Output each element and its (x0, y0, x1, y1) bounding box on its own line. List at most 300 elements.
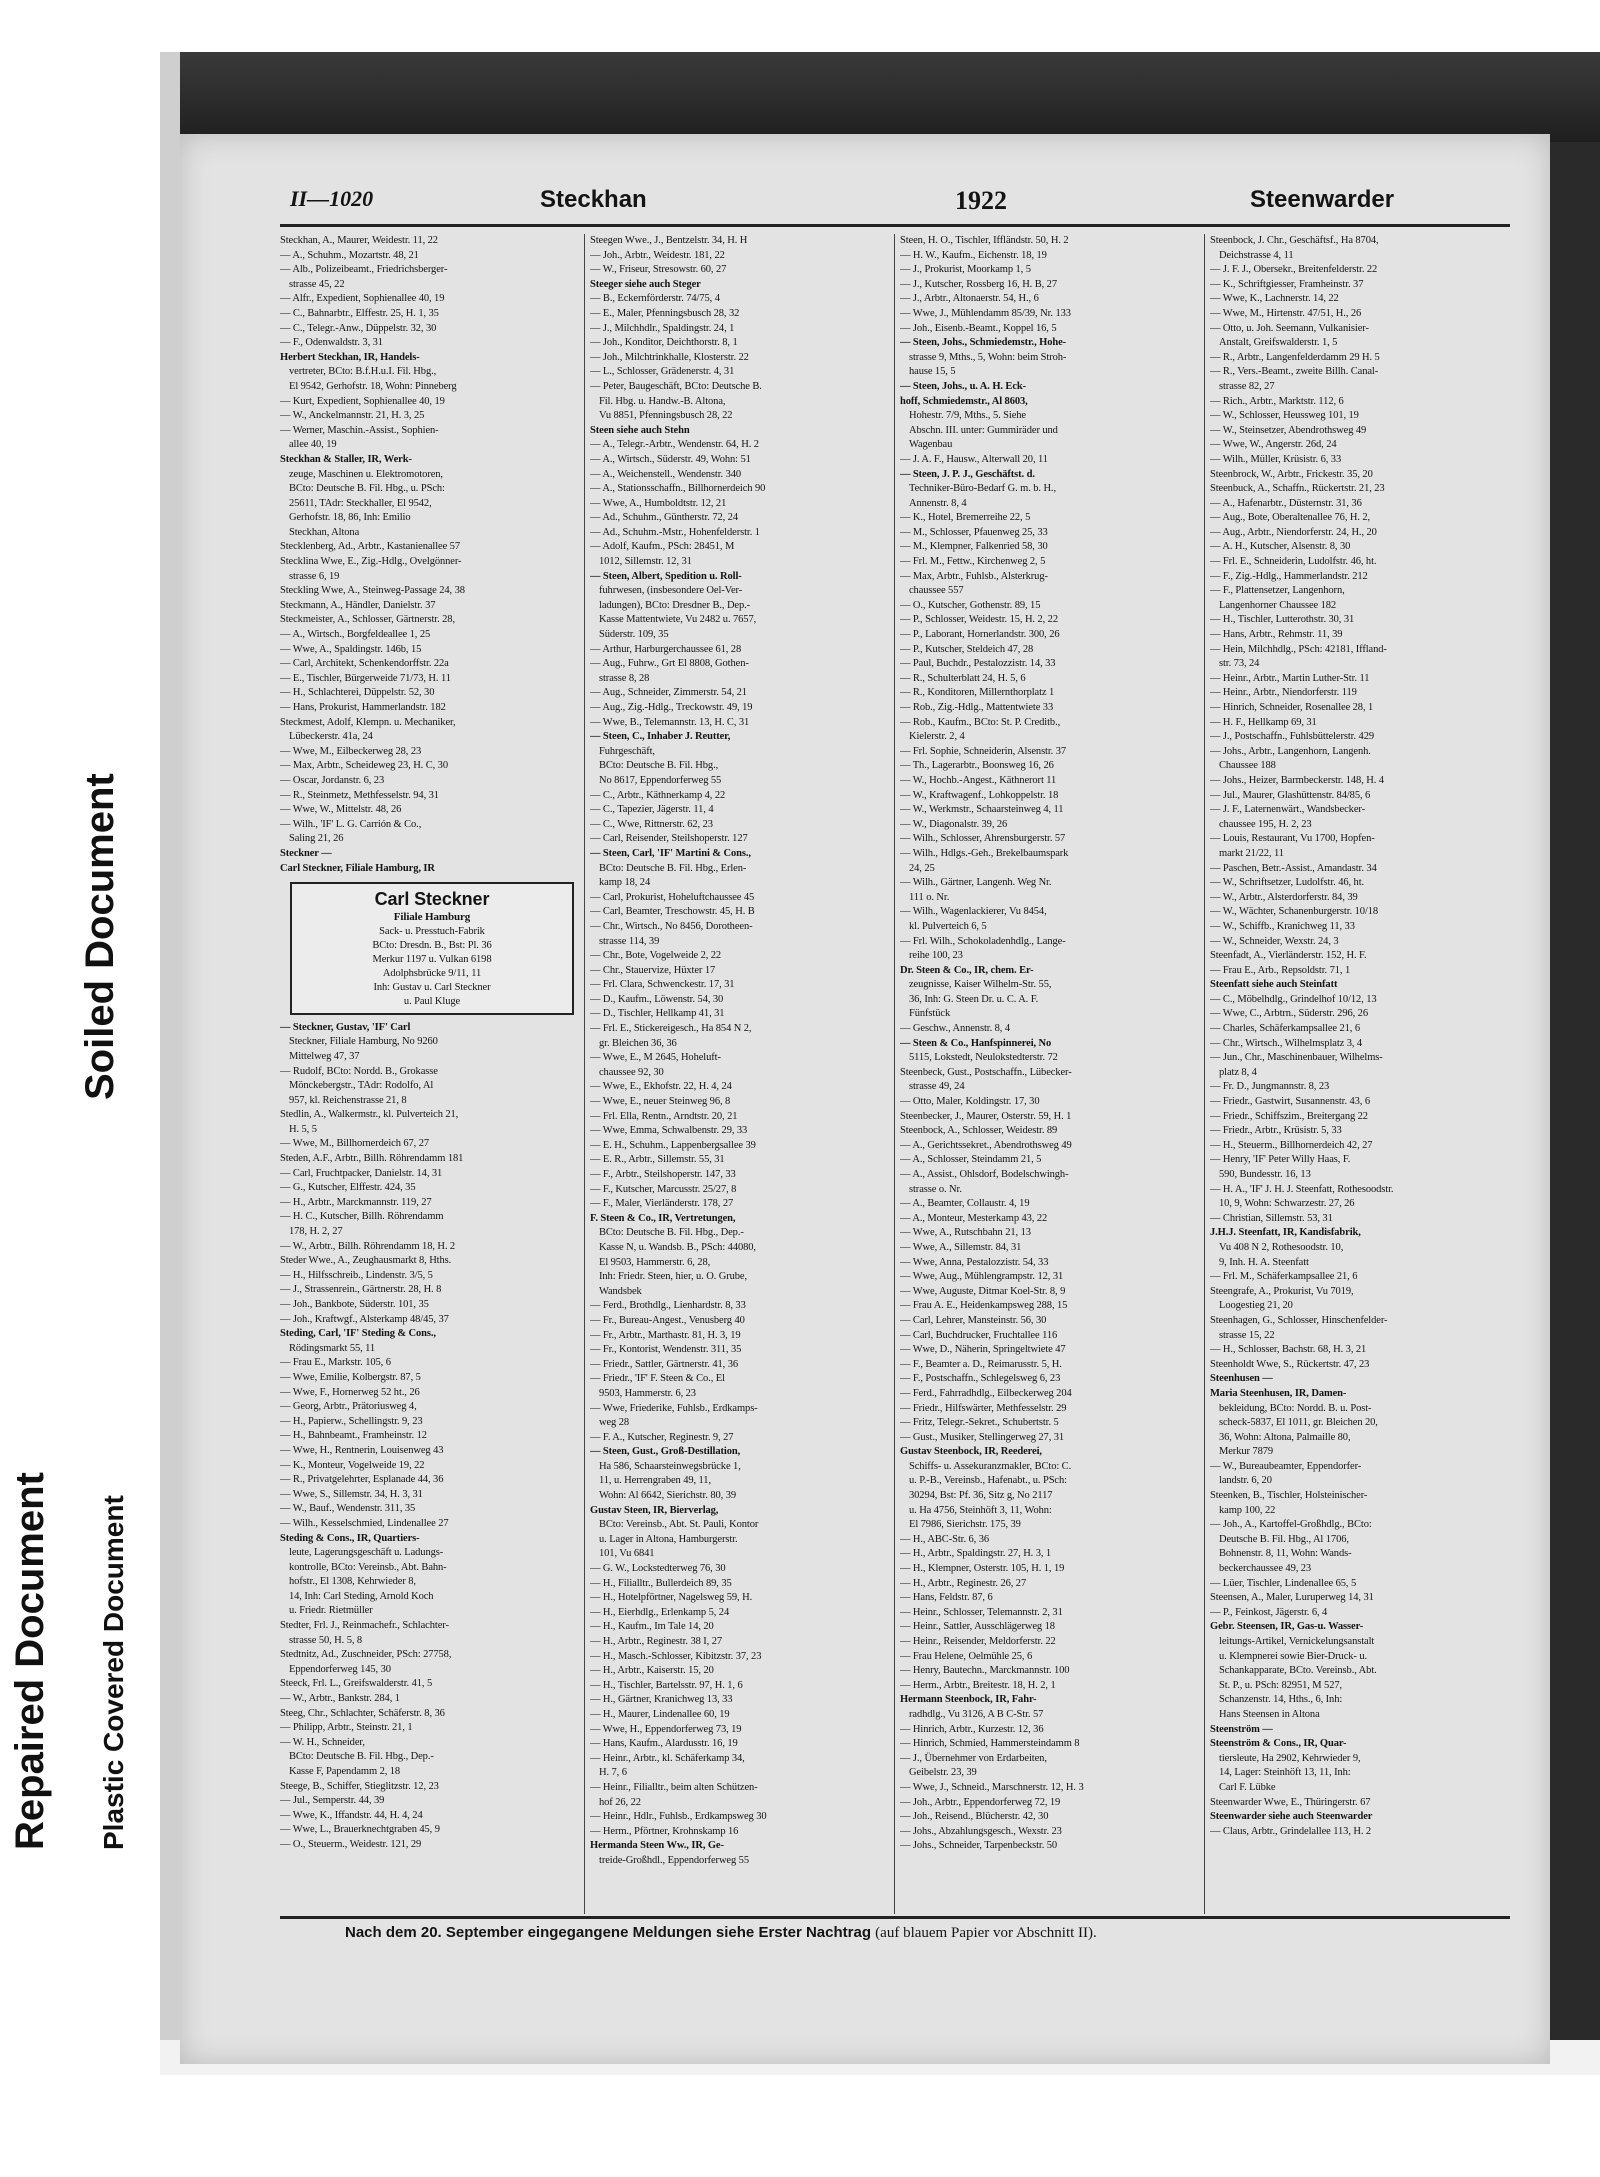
ad-title: Carl Steckner (374, 889, 490, 910)
directory-entry: — Paschen, Betr.-Assist., Amandastr. 34 (1210, 862, 1377, 874)
directory-entry: — H., Hotelpförtner, Nagelsweg 59, H. (590, 1592, 753, 1604)
directory-entry: Hans Steensen in Altona (1219, 1708, 1320, 1720)
directory-entry: — Ferd., Brothdlg., Lienhardstr. 8, 33 (590, 1300, 746, 1312)
directory-entry: — Charles, Schäferkampsallee 21, 6 (1210, 1023, 1360, 1035)
directory-entry: — Philipp, Arbtr., Steinstr. 21, 1 (280, 1722, 413, 1734)
directory-entry: — H., Kaufm., Im Tale 14, 20 (590, 1621, 714, 1633)
directory-entry: — F., Postschaffn., Schlegelsweg 6, 23 (900, 1373, 1061, 1385)
directory-entry: — H., Arbtr., Reginestr. 26, 27 (900, 1577, 1027, 1589)
directory-entry: BCto: Deutsche B. Fil. Hbg., Dep.- (289, 1751, 434, 1763)
directory-entry: — A., Wirtsch., Süderstr. 49, Wohn: 51 (590, 453, 751, 465)
directory-entry: Carl F. Lübke (1219, 1781, 1276, 1793)
directory-entry: — F., Maler, Vierländerstr. 178, 27 (590, 1198, 734, 1210)
directory-entry: — C., Arbtr., Käthnerkamp 4, 22 (590, 789, 726, 801)
directory-entry: — A., Gerichtssekret., Abendrothsweg 49 (900, 1139, 1072, 1151)
directory-entry: — J., Arbtr., Altonaerstr. 54, H., 6 (900, 293, 1039, 305)
directory-entry: H. 7, 6 (599, 1767, 627, 1779)
directory-entry: — Aug., Bote, Oberaltenallee 76, H. 2, (1210, 512, 1371, 524)
directory-entry: — A., Weichenstell., Wendenstr. 340 (590, 468, 742, 480)
directory-entry: Steege, B., Schiffer, Stieglitzstr. 12, 23 (280, 1780, 439, 1792)
directory-entry: Vu 408 N 2, Rothesoodstr. 10, (1219, 1241, 1344, 1253)
directory-entry: — Carl, Prokurist, Hoheluftchaussee 45 (590, 891, 755, 903)
directory-entry: — H., Hilfsschreib., Lindenstr. 3/5, 5 (280, 1269, 433, 1281)
directory-entry: — Rob., Kaufm., BCto: St. P. Creditb., (900, 716, 1061, 728)
directory-entry: — Joh., Konditor, Deichthorstr. 8, 1 (590, 337, 738, 349)
directory-entry: strasse 50, H. 5, 8 (289, 1634, 363, 1646)
directory-entry: — Claus, Arbtr., Grindelallee 113, H. 2 (1210, 1825, 1372, 1837)
directory-entry: — Wwe, E., neuer Steinweg 96, 8 (590, 1096, 731, 1108)
directory-entry: Gebr. Steensen, IR, Gas-u. Wasser- (1210, 1621, 1364, 1633)
directory-entry: — Chr., Bote, Vogelweide 2, 22 (590, 950, 722, 962)
directory-entry: — Alfr., Expedient, Sophienallee 40, 19 (280, 293, 445, 305)
directory-page (180, 134, 1550, 2064)
directory-entry: Ha 586, Schaarsteinwegsbrücke 1, (599, 1460, 741, 1472)
directory-entry: Steeck, Frl. L., Greifswalderstr. 41, 5 (280, 1678, 433, 1690)
directory-entry: — D., Kaufm., Löwenstr. 54, 30 (590, 993, 724, 1005)
directory-entry: — Steen, Gust., Groß-Destillation, (590, 1446, 741, 1458)
directory-entry: — Frau E., Markstr. 105, 6 (280, 1357, 391, 1369)
directory-entry: Steckmeister, A., Schlosser, Gärtnerstr. 28, (280, 614, 455, 626)
directory-entry: u. Ha 4756, Steinhöft 3, 11, Wohn: (909, 1504, 1052, 1516)
directory-entry: — Christian, Sillemstr. 53, 31 (1210, 1212, 1333, 1224)
directory-entry: Annenstr. 8, 4 (909, 497, 967, 509)
directory-entry: — Hans, Kaufm., Alardusstr. 16, 19 (590, 1738, 738, 1750)
page-header (290, 186, 1510, 216)
directory-entry: — H., Schlachterei, Düppelstr. 52, 30 (280, 687, 435, 699)
directory-entry: 11, u. Herrengraben 49, 11, (599, 1475, 711, 1487)
directory-entry: Rödingsmarkt 55, 11 (289, 1342, 376, 1354)
directory-entry: — Arthur, Harburgerchaussee 61, 28 (590, 643, 742, 655)
directory-entry: — H., Steuerm., Billhornerdeich 42, 27 (1210, 1139, 1373, 1151)
directory-entry: — A., Stationsschaffn., Billhornerdeich 90 (590, 483, 766, 495)
directory-entry: — Frau Helene, Oelmühle 25, 6 (900, 1650, 1033, 1662)
directory-column-2 (590, 234, 890, 1914)
directory-entry: No 8617, Eppendorferweg 55 (599, 774, 722, 786)
directory-entry: — F., Odenwaldstr. 3, 31 (280, 337, 383, 349)
directory-entry: — Ferd., Fahrradhdlg., Eilbeckerweg 204 (900, 1387, 1072, 1399)
directory-entry: — C., Möbelhdlg., Grindelhof 10/12, 13 (1210, 993, 1377, 1005)
directory-entry: 14, Inh: Carl Steding, Arnold Koch (289, 1590, 434, 1602)
directory-entry: Steckhan & Staller, IR, Werk- (280, 453, 412, 465)
directory-entry: 101, Vu 6841 (599, 1548, 655, 1560)
directory-entry: — Aug., Fuhrw., Grt El 8808, Gothen- (590, 658, 749, 670)
directory-entry: Stecklenberg, Ad., Arbtr., Kastanienallee 57 (280, 541, 460, 553)
directory-entry: fuhrwesen, (insbesondere Oel-Ver- (599, 585, 743, 597)
directory-entry: — Louis, Restaurant, Vu 1700, Hopfen- (1210, 833, 1375, 845)
directory-entry: strasse 6, 19 (289, 570, 340, 582)
directory-entry: Wohn: Al 6642, Sierichstr. 80, 39 (599, 1490, 737, 1502)
directory-entry: — Steckner, Gustav, 'IF' Carl (280, 1021, 411, 1033)
directory-entry: — Chr., Wirtsch., No 8456, Dorotheen- (590, 920, 753, 932)
directory-entry: — H. C., Kutscher, Billh. Röhrendamm (280, 1211, 444, 1223)
directory-entry: 111 o. Nr. (909, 891, 950, 903)
header-rule (280, 224, 1510, 227)
directory-entry: — C., Tapezier, Jägerstr. 11, 4 (590, 804, 714, 816)
directory-entry: — J., Postschaffn., Fuhlsbüttelerstr. 429 (1210, 731, 1374, 743)
directory-entry: H. 5, 5 (289, 1123, 317, 1135)
directory-entry: — Wwe, J., Schneid., Marschnerstr. 12, H. 3 (900, 1781, 1084, 1793)
directory-entry: — C., Telegr.-Anw., Düppelstr. 32, 30 (280, 322, 437, 334)
directory-entry: — Carl, Fruchtpacker, Danielstr. 14, 31 (280, 1167, 443, 1179)
directory-entry: ladungen), BCto: Dresdner B., Dep.- (599, 599, 751, 611)
directory-entry: Schiffs- u. Assekuranzmakler, BCto: C. (909, 1460, 1072, 1472)
directory-entry: — H., Filialltr., Bullerdeich 89, 35 (590, 1577, 732, 1589)
directory-entry: BCto: Vereinsb., Abt. St. Pauli, Kontor (599, 1519, 759, 1531)
directory-entry: strasse 9, Mths., 5, Wohn: beim Stroh- (909, 351, 1067, 363)
directory-entry: Steenfatt siehe auch Steinfatt (1210, 979, 1338, 991)
directory-entry: — W., Schriftsetzer, Ludolfstr. 46, ht. (1210, 877, 1365, 889)
directory-entry: — L., Schlosser, Grädenerstr. 4, 31 (590, 366, 735, 378)
directory-entry: — Steen, Carl, 'IF' Martini & Cons., (590, 847, 751, 859)
directory-entry: — E. R., Arbtr., Sillemstr. 55, 31 (590, 1154, 725, 1166)
directory-entry: 36, Inh: G. Steen Dr. u. C. A. F. (909, 993, 1039, 1005)
directory-entry: Steding & Cons., IR, Quartiers- (280, 1532, 420, 1544)
directory-entry: — A., Schuhm., Mozartstr. 48, 21 (280, 249, 419, 261)
directory-entry: — W., Friseur, Stresowstr. 60, 27 (590, 264, 727, 276)
directory-entry: leitungs-Artikel, Vernickelungsanstalt (1219, 1636, 1375, 1647)
directory-entry: — J. F., Laternenwärt., Wandsbecker- (1210, 804, 1365, 816)
directory-entry: — W., Schlosser, Heussweg 101, 19 (1210, 410, 1359, 422)
directory-entry: — W., Arbtr., Bankstr. 284, 1 (280, 1693, 400, 1705)
directory-entry: — Wwe, D., Näherin, Springeltwiete 47 (900, 1344, 1066, 1356)
directory-entry: — R., Schulterblatt 24, H. 5, 6 (900, 672, 1026, 684)
directory-entry: — Rob., Zig.-Hdlg., Mattentwiete 33 (900, 702, 1054, 713)
directory-entry: — H., Schlosser, Bachstr. 68, H. 3, 21 (1210, 1344, 1367, 1356)
directory-entry: — Wwe, M., Billhornerdeich 67, 27 (280, 1138, 430, 1150)
directory-entry: — Wwe, F., Hornerweg 52 ht., 26 (280, 1386, 420, 1398)
directory-entry: — Th., Lagerarbtr., Boonsweg 16, 26 (900, 760, 1054, 772)
directory-entry: — J. F. J., Obersekr., Breitenfelderstr. 22 (1210, 264, 1378, 276)
directory-entry: — Wwe, S., Sillemstr. 34, H. 3, 31 (280, 1488, 423, 1500)
directory-entry: — F., Beamter a. D., Reimarusstr. 5, H. (900, 1358, 1062, 1370)
directory-entry: — Wwe, K., Iffandstr. 44, H. 4, 24 (280, 1809, 423, 1821)
directory-entry: — W., Steinsetzer, Abendrothsweg 49 (1210, 424, 1367, 436)
directory-entry: BCto: Deutsche B. Fil. Hbg., (599, 760, 719, 772)
directory-entry: — Wilh., 'IF' L. G. Carrión & Co., (280, 818, 422, 830)
directory-entry: Anstalt, Greifswalderstr. 1, 5 (1219, 337, 1338, 349)
directory-entry: — Joh., Bankbote, Süderstr. 101, 35 (280, 1299, 429, 1310)
directory-entry: — Frl. Clara, Schwenckestr. 17, 31 (590, 979, 735, 991)
directory-entry: — Heinr., Schlosser, Telemannstr. 2, 31 (900, 1606, 1063, 1618)
directory-entry: Inh: Friedr. Steen, hier, u. O. Grube, (599, 1271, 747, 1283)
directory-entry: — Joh., Eisenb.-Beamt., Koppel 16, 5 (900, 322, 1057, 334)
directory-entry: Hohestr. 7/9, Mths., 5. Siehe (909, 410, 1026, 422)
directory-entry: — P., Feinkost, Jägerstr. 6, 4 (1210, 1606, 1328, 1618)
directory-entry: — A., Schlosser, Steindamm 21, 5 (900, 1154, 1042, 1166)
directory-entry: 9503, Hammerstr. 6, 23 (599, 1387, 696, 1399)
directory-entry: — Carl, Architekt, Schenkendorffstr. 22a (280, 658, 449, 670)
directory-entry: St. P., u. PSch: 82951, M 527, (1219, 1679, 1343, 1691)
directory-entry: — E., Maler, Pfenningsbusch 28, 32 (590, 307, 740, 319)
directory-entry: — W., Schiffb., Kranichweg 11, 33 (1210, 920, 1355, 932)
directory-entry: — Wwe, H., Eppendorferweg 73, 19 (590, 1723, 742, 1735)
directory-entry: — Heinr., Arbtr., Martin Luther-Str. 11 (1210, 672, 1370, 684)
directory-entry: — Aug., Zig.-Hdlg., Treckowstr. 49, 19 (590, 702, 753, 713)
directory-entry: — W., Wächter, Schanenburgerstr. 10/18 (1210, 906, 1379, 918)
directory-entry: kl. Pulverteich 6, 5 (909, 920, 987, 932)
directory-entry: — Otto, u. Joh. Seemann, Vulkanisier- (1210, 322, 1369, 334)
repaired-document-label: Repaired Document (8, 1472, 52, 1850)
directory-entry: — Fr., Kontorist, Wendenstr. 311, 35 (590, 1344, 742, 1356)
directory-entry: — Kurt, Expedient, Sophienallee 40, 19 (280, 395, 445, 407)
ad-line: Merkur 1197 u. Vulkan 6198 (372, 953, 492, 965)
directory-entry: — Wwe, Emilie, Kolbergstr. 87, 5 (280, 1371, 421, 1383)
directory-entry: — Wwe, K., Lachnerstr. 14, 22 (1210, 293, 1339, 305)
directory-entry: — Heinr., Sattler, Ausschlägerweg 18 (900, 1621, 1055, 1633)
directory-entry: — Wwe, M., Eilbeckerweg 28, 23 (280, 745, 422, 757)
directory-entry: Hermann Steenbock, IR, Fahr- (900, 1694, 1037, 1706)
directory-entry: Geibelstr. 23, 39 (909, 1767, 977, 1779)
directory-entry: 14, Lager: Steinhöft 13, 11, Inh: (1219, 1767, 1351, 1779)
directory-entry: — H., Maurer, Lindenallee 60, 19 (590, 1708, 730, 1720)
ad-line: u. Paul Kluge (403, 995, 461, 1007)
directory-entry: Steenfadt, A., Vierländerstr. 152, H. F. (1210, 950, 1367, 962)
directory-entry: Steensen, A., Maler, Luruperweg 14, 31 (1210, 1592, 1374, 1604)
directory-entry: — C., Wwe, Rittnerstr. 62, 23 (590, 818, 713, 830)
directory-entry: landstr. 6, 20 (1219, 1475, 1272, 1487)
directory-entry: chaussee 195, H. 2, 23 (1219, 818, 1312, 830)
directory-entry: Steeg, Chr., Schlachter, Schäferstr. 8, 36 (280, 1707, 445, 1719)
directory-entry: — Joh., Arbtr., Eppendorferweg 72, 19 (900, 1796, 1061, 1808)
directory-entry: El 9503, Hammerstr. 6, 28, (599, 1256, 711, 1268)
directory-entry: Stedter, Frl. J., Reinmachefr., Schlachter- (280, 1620, 449, 1632)
directory-entry: — Rich., Arbtr., Marktstr. 112, 6 (1210, 395, 1344, 407)
directory-entry: strasse 8, 28 (599, 672, 650, 684)
directory-entry: — Gust., Musiker, Stellingerweg 27, 31 (900, 1431, 1065, 1443)
directory-entry: — E., Tischler, Bürgerweide 71/73, H. 11 (280, 672, 451, 684)
directory-entry: — Lüer, Tischler, Lindenallee 65, 5 (1210, 1577, 1357, 1589)
directory-entry: Gerhofstr. 18, 86, Inh: Emilio (289, 512, 411, 524)
directory-entry: — Hinrich, Arbtr., Kurzestr. 12, 36 (900, 1723, 1044, 1735)
directory-entry: — H., Papierw., Schellingstr. 9, 23 (280, 1415, 423, 1427)
directory-entry: — R., Steinmetz, Methfesselstr. 94, 31 (280, 789, 439, 801)
directory-entry: — O., Kutscher, Gothenstr. 89, 15 (900, 599, 1041, 611)
directory-entry: — W., Anckelmannstr. 21, H. 3, 25 (280, 410, 425, 422)
directory-entry: — Frl. Sophie, Schneiderin, Alsenstr. 37 (900, 745, 1067, 757)
directory-entry: tiersleute, Ha 2902, Kehrwieder 9, (1219, 1752, 1361, 1764)
directory-entry: — Hans, Prokurist, Hammerlandstr. 182 (280, 702, 446, 713)
directory-entry: — Wilh., Kesselschmied, Lindenallee 27 (280, 1517, 449, 1529)
directory-entry: weg 28 (599, 1417, 630, 1429)
directory-entry: — R., Arbtr., Langenfelderdamm 29 H. 5 (1210, 351, 1380, 363)
directory-entry: Techniker-Büro-Bedarf G. m. b. H., (909, 483, 1056, 495)
directory-entry: Steenbrock, W., Arbtr., Frickestr. 35, 20 (1210, 468, 1373, 480)
directory-entry: — Heinr., Filialltr., beim alten Schützen- (590, 1781, 758, 1793)
directory-entry: — W., Arbtr., Billh. Röhrendamm 18, H. 2 (280, 1240, 456, 1252)
page-number: II—1020 (290, 186, 374, 211)
directory-entry: — Friedr., Gastwirt, Susannenstr. 43, 6 (1210, 1096, 1371, 1108)
directory-entry: Kielerstr. 2, 4 (909, 731, 965, 743)
directory-entry: — Carl, Buchdrucker, Fruchtallee 116 (900, 1329, 1058, 1341)
directory-entry: — H., Klempner, Osterstr. 105, H. 1, 19 (900, 1563, 1065, 1575)
directory-entry: — Frl. M., Schäferkampsallee 21, 6 (1210, 1271, 1358, 1283)
directory-entry: u. Klempnerei sowie Bier-Druck- u. (1219, 1650, 1368, 1662)
directory-entry: — W. H., Schneider, (280, 1736, 365, 1748)
directory-entry: zeuge, Maschinen u. Elektromotoren, (289, 468, 443, 480)
directory-entry: vertreter, BCto: B.f.H.u.I. Fil. Hbg., (289, 366, 437, 378)
directory-entry: — K., Monteur, Vogelweide 19, 22 (280, 1459, 425, 1471)
directory-entry: Vu 8851, Pfenningsbusch 28, 22 (599, 410, 733, 422)
directory-entry: Stecklina Wwe, E., Zig.-Hdlg., Ovelgönner- (280, 556, 462, 568)
directory-entry: — Friedr., 'IF' F. Steen & Co., El (590, 1373, 725, 1385)
directory-entry: Steenbeck, Gust., Postschaffn., Lübecker- (900, 1066, 1072, 1078)
directory-entry: — C., Bahnarbtr., Elffestr. 25, H. 1, 35 (280, 307, 439, 319)
directory-entry: — H., Arbtr., Marckmannstr. 119, 27 (280, 1196, 432, 1208)
directory-entry: El 9542, Gerhofstr. 18, Wohn: Pinneberg (289, 380, 457, 392)
header-last-name: Steenwarder (1250, 186, 1395, 213)
directory-entry: — H., Arbtr., Kaiserstr. 15, 20 (590, 1665, 714, 1677)
directory-entry: kontrolle, BCto: Vereinsb., Abt. Bahn- (289, 1561, 447, 1573)
directory-entry: radhdlg., Vu 3126, A B C-Str. 57 (909, 1708, 1044, 1720)
directory-entry: — Oscar, Jordanstr. 6, 23 (280, 774, 385, 786)
directory-entry: — Carl, Lehrer, Mansteinstr. 56, 30 (900, 1314, 1047, 1326)
directory-entry: treide-Großhdl., Eppendorferweg 55 (599, 1854, 749, 1866)
directory-entry: — E. H., Schuhm., Lappenbergsallee 39 (590, 1139, 756, 1151)
directory-entry: Steckner, Filiale Hamburg, No 9260 (289, 1036, 438, 1048)
directory-entry: Steenström & Cons., IR, Quar- (1210, 1738, 1347, 1750)
directory-entry: — W., Hochb.-Angest., Käthnerort 11 (900, 774, 1057, 786)
directory-entry: — O., Steuerm., Weidestr. 121, 29 (280, 1838, 422, 1850)
directory-entry: — B., Eckernförderstr. 74/75, 4 (590, 293, 720, 305)
directory-entry: — Steen, C., Inhaber J. Reutter, (590, 731, 731, 743)
directory-entry: kamp 100, 22 (1219, 1504, 1276, 1516)
directory-entry: — Wwe, Emma, Schwalbenstr. 29, 33 (590, 1125, 748, 1137)
directory-entry: — Frl. E., Schneiderin, Ludolfstr. 46, ht. (1210, 556, 1377, 568)
directory-entry: 178, H. 2, 27 (289, 1226, 343, 1238)
directory-entry: — Wwe, M., Hirtenstr. 47/51, H., 26 (1210, 307, 1362, 319)
directory-entry: Steckling Wwe, A., Steinweg-Passage 24, 38 (280, 585, 465, 597)
directory-entry: — Frau A. E., Heidenkampsweg 288, 15 (900, 1300, 1068, 1312)
directory-entry: 24, 25 (909, 862, 935, 874)
directory-entry: Kasse Mattentwiete, Vu 2482 u. 7657, (599, 614, 757, 626)
directory-entry: — A., Monteur, Mesterkamp 43, 22 (900, 1212, 1048, 1224)
directory-entry: — F. A., Kutscher, Reginestr. 9, 27 (590, 1431, 734, 1443)
directory-entry: Gustav Steenbock, IR, Reederei, (900, 1446, 1042, 1458)
footer-rule (280, 1916, 1510, 1919)
column-divider (894, 234, 895, 1914)
directory-entry: — Wwe, B., Telemannstr. 13, H. C, 31 (590, 716, 750, 728)
directory-entry: Steder Wwe., A., Zeughausmarkt 8, Hths. (280, 1255, 452, 1267)
scan-backdrop-top (160, 52, 1600, 142)
directory-entry: — Heinr., Reisender, Meldorferstr. 22 (900, 1636, 1056, 1647)
directory-entry: — M., Klempner, Falkenried 58, 30 (900, 541, 1048, 553)
directory-entry: zeugnisse, Kaiser Wilhelm-Str. 55, (909, 979, 1052, 991)
directory-entry: Steenhusen — (1210, 1373, 1273, 1385)
directory-entry: 36, Wohn: Altona, Palmaille 80, (1219, 1431, 1351, 1443)
directory-entry: — Henry, Bautechn., Marckmannstr. 100 (900, 1665, 1070, 1677)
directory-entry: — D., Tischler, Hellkamp 41, 31 (590, 1008, 725, 1020)
directory-entry: — H., Eierhdlg., Erlenkamp 5, 24 (590, 1606, 730, 1618)
directory-entry: — Joh., A., Kartoffel-Großhdlg., BCto: (1210, 1519, 1372, 1531)
directory-entry: — Wilh., Hdlgs.-Geh., Brekelbaumspark (900, 847, 1069, 859)
directory-entry: — F., Arbtr., Steilshoperstr. 147, 33 (590, 1169, 736, 1180)
directory-entry: Schanzenstr. 14, Hths., 6, Inh: (1219, 1694, 1343, 1706)
directory-entry: — Heinr., Arbtr., Niendorferstr. 119 (1210, 687, 1357, 699)
directory-entry: kamp 18, 24 (599, 877, 651, 889)
footer-note (345, 1924, 1097, 1942)
directory-entry: — Joh., Milchtrinkhalle, Klosterstr. 22 (590, 351, 749, 363)
directory-entry: — Hans, Arbtr., Rehmstr. 11, 39 (1210, 629, 1343, 641)
directory-entry: 5115, Lokstedt, Neulokstedterstr. 72 (909, 1052, 1058, 1064)
directory-entry: Mittelweg 47, 37 (289, 1050, 360, 1062)
directory-entry: — K., Schriftgiesser, Framheinstr. 37 (1210, 278, 1364, 290)
directory-entry: Steding, Carl, 'IF' Steding & Cons., (280, 1328, 436, 1340)
directory-entry: — Herm., Arbtr., Breitestr. 18, H. 2, 1 (900, 1679, 1056, 1691)
directory-entry: — G., Kutscher, Elffestr. 424, 35 (280, 1182, 416, 1194)
ad-line: BCto: Dresdn. B., Bst: Pl. 36 (372, 939, 492, 951)
soiled-document-label: Soiled Document (78, 773, 122, 1100)
directory-entry: — F., Plattensetzer, Langenhorn, (1210, 585, 1345, 597)
directory-entry: Saling 21, 26 (289, 833, 344, 845)
directory-entry: — Wwe, C., Arbtrn., Süderstr. 296, 26 (1210, 1008, 1368, 1020)
directory-entry: BCto: Deutsche B. Fil. Hbg., Dep.- (599, 1227, 744, 1239)
directory-entry: Steeger siehe auch Steger (590, 278, 701, 290)
directory-entry: — M., Schlosser, Pfauenweg 25, 33 (900, 526, 1048, 538)
directory-entry: — H., Bahnbeamt., Framheinstr. 12 (280, 1430, 427, 1442)
directory-entry: — Friedr., Sattler, Gärtnerstr. 41, 36 (590, 1358, 739, 1370)
directory-entry: — Heinr., Hdlr., Fuhlsb., Erdkampsweg 30 (590, 1811, 767, 1823)
directory-entry: platz 8, 4 (1219, 1066, 1257, 1078)
directory-entry: — Johs., Schneider, Tarpenbeckstr. 50 (900, 1840, 1058, 1852)
directory-entry: — Carl, Reisender, Steilshoperstr. 127 (590, 833, 748, 845)
directory-entry: Deichstrasse 4, 11 (1219, 249, 1294, 261)
directory-entry: — Frl. Ella, Rentn., Arndtstr. 20, 21 (590, 1110, 738, 1122)
directory-entry: — Wwe, Friederike, Fuhlsb., Erdkamps- (590, 1402, 758, 1414)
directory-entry: — Frl. E., Stickereigesch., Ha 854 N 2, (590, 1023, 752, 1035)
directory-entry: — Wilh., Wagenlackierer, Vu 8454, (900, 906, 1047, 918)
header-first-name: Steckhan (540, 186, 647, 213)
directory-entry: 25611, TAdr: Steckhaller, El 9542, (289, 497, 432, 509)
directory-entry: — Geschw., Annenstr. 8, 4 (900, 1023, 1010, 1035)
directory-entry: strasse 15, 22 (1219, 1329, 1275, 1341)
directory-entry: strasse 45, 22 (289, 278, 345, 290)
directory-entry: hofstr., El 1308, Kehrwieder 8, (289, 1576, 416, 1588)
directory-entry: leute, Lagerungsgeschäft u. Ladungs- (289, 1547, 444, 1559)
directory-entry: strasse 49, 24 (909, 1081, 965, 1093)
directory-entry: — Wwe, A., Humboldtstr. 12, 21 (590, 497, 727, 509)
directory-entry: — Wilh., Gärtner, Langenh. Weg Nr. (900, 877, 1052, 889)
directory-entry: — J., Übernehmer von Erdarbeiten, (900, 1752, 1047, 1764)
directory-entry: — W., Werkmstr., Schaarsteinweg 4, 11 (900, 804, 1064, 816)
directory-entry: — H., Tischler, Lutterothstr. 30, 31 (1210, 614, 1355, 626)
directory-entry: 1012, Sillemstr. 12, 31 (599, 556, 692, 568)
directory-entry: Gustav Steen, IR, Bierverlag, (590, 1504, 719, 1516)
directory-entry: — J., Kutscher, Rossberg 16, H. B, 27 (900, 278, 1057, 290)
directory-entry: strasse o. Nr. (909, 1183, 962, 1195)
directory-entry: — Henry, 'IF' Peter Willy Haas, F. (1210, 1154, 1351, 1166)
directory-entry: u. Friedr. Rietmüller (289, 1605, 373, 1617)
directory-entry: — Friedr., Arbtr., Krüsistr. 5, 33 (1210, 1125, 1342, 1137)
directory-entry: Steegen Wwe., J., Bentzelstr. 34, H. H (590, 235, 748, 246)
directory-entry: — Fr. D., Jungmannstr. 8, 23 (1210, 1081, 1330, 1093)
directory-entry: — Wwe, Aug., Mühlengrampstr. 12, 31 (900, 1271, 1064, 1283)
directory-entry: Steen, H. O., Tischler, Iffländstr. 50, H. 2 (900, 235, 1069, 246)
directory-entry: El 7986, Sierichstr. 175, 39 (909, 1519, 1021, 1531)
ad-line: Adolphsbrücke 9/11, 11 (382, 967, 482, 979)
directory-entry: hof 26, 22 (599, 1796, 641, 1808)
directory-entry: — Johs., Heizer, Barmbeckerstr. 148, H. 4 (1210, 774, 1384, 786)
directory-entry: — H., Arbtr., Spaldingstr. 27, H. 3, 1 (900, 1548, 1052, 1560)
directory-entry: Steckmann, A., Händler, Danielstr. 37 (280, 599, 436, 611)
directory-entry: — Aug., Arbtr., Niendorferstr. 24, H., 20 (1210, 526, 1377, 538)
directory-entry: Steen siehe auch Stehn (590, 424, 690, 436)
directory-entry: Steckmest, Adolf, Klempn. u. Mechaniker, (280, 716, 456, 728)
directory-entry: — W., Schneider, Wexstr. 24, 3 (1210, 935, 1339, 947)
directory-entry: bekleidung, BCto: Nordd. B. u. Post- (1219, 1402, 1372, 1414)
directory-entry: — Hans, Feldstr. 87, 6 (900, 1592, 993, 1604)
directory-entry: Wagenbau (909, 439, 953, 451)
directory-entry: 590, Bundesstr. 16, 13 (1219, 1169, 1311, 1180)
